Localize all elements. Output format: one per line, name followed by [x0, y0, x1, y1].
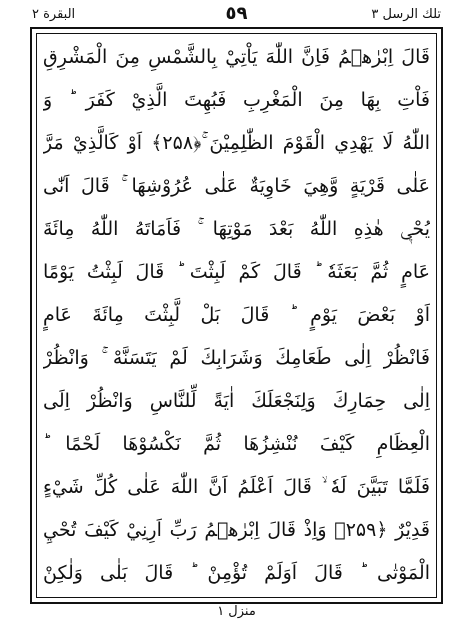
verse-line-8: فَانْظُرْ اِلٰى طَعَامِكَ وَشَرَابِكَ لَمْ يَتَسَنَّهْ ۚ وَانْظُرْ	[43, 347, 430, 369]
verse-line-10: الْعِظَامِ كَيْفَ نُنْشِزُهَا ثُمَّ نَكْسُوْهَا لَحْمًا ؕ	[43, 433, 430, 455]
verse-line-1: قَالَ اِبْرٰهٖمُ فَاِنَّ اللّٰهَ يَاْتِيْ بِالشَّمْسِ مِنَ الْمَشْرِقِ	[43, 46, 430, 68]
verse-line-13: الْمَوْتٰى ؕ قَالَ اَوَلَمْ تُؤْمِنْ ؕ قَالَ بَلٰى وَلٰكِنْ	[43, 562, 430, 584]
verse-line-7: اَوْ بَعْضَ يَوْمٍ ؕ قَالَ بَلْ لَّبِثْتَ مِائَةَ عَامٍ	[43, 304, 430, 326]
page-number: ٥٩	[225, 3, 248, 24]
verse-line-11: فَلَمَّا تَبَيَّنَ لَهٗ ۙ قَالَ اَعْلَمُ اَنَّ اللّٰهَ عَلٰى كُلِّ شَيْءٍ	[43, 476, 430, 498]
verse-line-12: قَدِيْرٌ ﴿۲۵۹﴾ وَاِذْ قَالَ اِبْرٰهٖمُ رَبِّ اَرِنِيْ كَيْفَ تُحْيِ	[43, 519, 430, 541]
page-header	[30, 4, 443, 28]
verse-line-3: اللّٰهُ لَا يَهْدِي الْقَوْمَ الظّٰلِمِيْنَ ۚ﴿۲۵۸﴾ اَوْ كَالَّذِيْ مَرَّ	[43, 132, 430, 154]
verse-line-4: عَلٰى قَرْيَةٍ وَّهِيَ خَاوِيَةٌ عَلٰى عُرُوْشِهَا ۚ قَالَ اَنّٰى	[43, 175, 430, 197]
page-border-outer	[30, 27, 443, 604]
verse-line-2: فَاْتِ بِهَا مِنَ الْمَغْرِبِ فَبُهِتَ الَّذِيْ كَفَرَ ؕ وَ	[43, 89, 430, 111]
surah-name: البقرة ٢	[32, 7, 76, 22]
verse-line-9: اِلٰى حِمَارِكَ وَلِنَجْعَلَكَ اٰيَةً لِّلنَّاسِ وَانْظُرْ اِلَى	[43, 390, 430, 412]
verse-line-6: عَامٍ ثُمَّ بَعَثَهٗ ؕ قَالَ كَمْ لَبِثْتَ ؕ قَالَ لَبِثْتُ يَوْمًا	[43, 261, 430, 283]
juz-name: تلك الرسل ٣	[371, 7, 441, 22]
manzil-footer: منزل ١	[217, 604, 256, 619]
page-border-inner	[36, 33, 437, 598]
verse-lines	[37, 34, 436, 597]
verse-line-5: يُحْيٖ هٰذِهِ اللّٰهُ بَعْدَ مَوْتِهَا ۚ فَاَمَاتَهُ اللّٰهُ مِائَةَ	[43, 218, 430, 240]
